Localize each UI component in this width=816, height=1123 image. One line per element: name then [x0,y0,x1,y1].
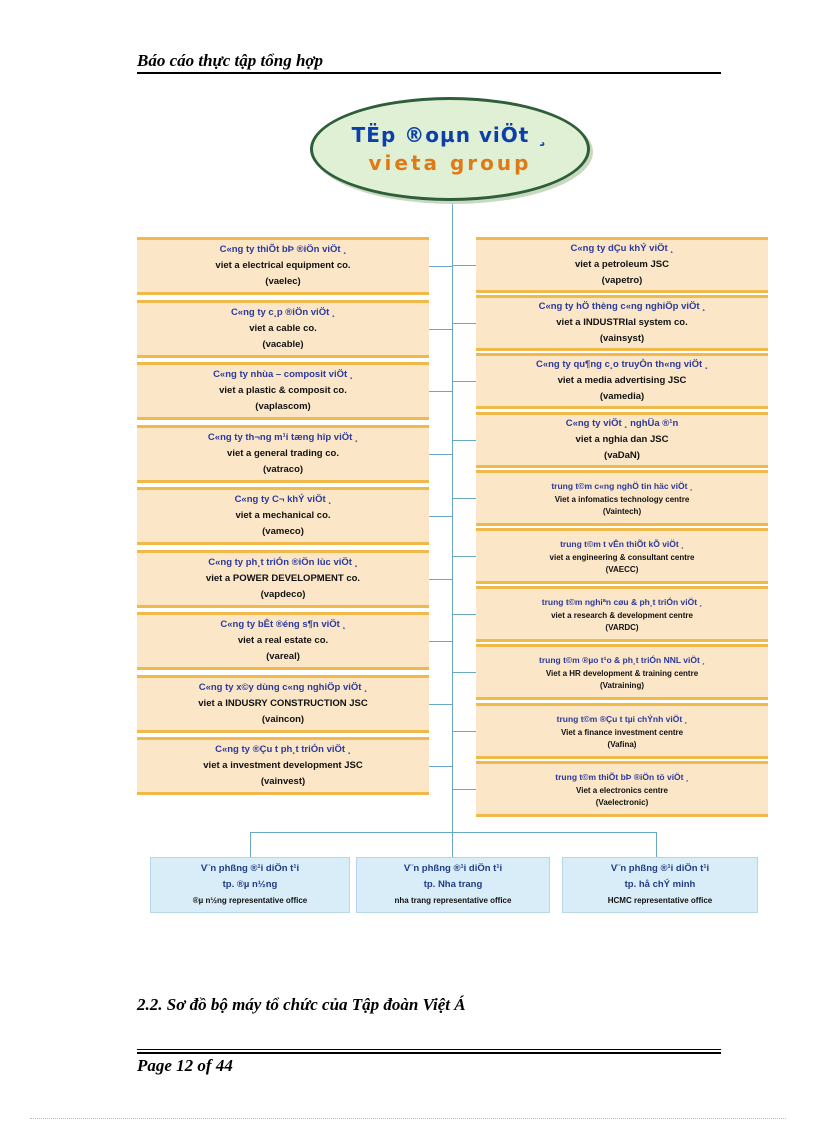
company-name-vn: C«ng ty ph¸t triÓn ®iÖn lùc viÖt ¸ [208,557,358,568]
company-box-left [137,237,429,295]
company-abbr: (vainvest) [260,776,306,787]
company-box-left [137,675,429,733]
branch-line-left [429,454,452,455]
office-label: V¨n phßng ®¹i diÖn t¹i [403,863,503,874]
branch-line-right [452,789,476,790]
company-abbr: (Vaelectronic) [595,798,649,807]
branch-line-right [452,498,476,499]
company-name-en: viet a INDUSTRIal system co. [556,317,688,328]
section-heading: 2.2. Sơ đồ bộ máy tổ chức của Tập đoàn Việt Á [137,995,466,1014]
company-box-left [137,737,429,795]
company-name-en: viet a mechanical co. [235,510,331,521]
company-name-en: viet a electrical equipment co. [215,260,351,271]
company-abbr: (vaincon) [261,714,305,725]
branch-line-left [429,391,452,392]
branch-line-left [429,704,452,705]
company-abbr: (vaplascom) [255,401,311,412]
company-box-right [476,237,768,293]
document-header-title: Báo cáo thực tập tổng hợp [137,51,324,70]
company-box-right [476,761,768,817]
office-label: V¨n phßng ®¹i diÖn t¹i [610,863,710,874]
trunk-line [452,199,453,832]
footer-rule-thick [137,1052,721,1054]
company-name-en: viet a research & development centre [551,611,693,620]
company-name-vn: C«ng ty bÊt ®éng s¶n viÖt ¸ [220,619,346,630]
office-nhatrang [356,857,550,913]
company-name-vn: C«ng ty hÖ thèng c«ng nghiÖp viÖt ¸ [538,301,706,312]
office-danang [150,857,350,913]
company-box-right [476,644,768,700]
company-name-en: viet a media advertising JSC [557,375,687,386]
office-drop-line-3 [656,832,657,857]
footer-rule-thin [137,1049,721,1050]
company-name-vn: trung t©m thiÕt bÞ ®iÖn tö viÖt ¸ [555,772,689,782]
company-name-vn: C«ng ty qu¶ng c¸o truyÒn th«ng viÖt ¸ [535,359,709,370]
company-abbr: (vapetro) [601,275,643,286]
company-name-en: viet a INDUSRY CONSTRUCTION JSC [198,698,368,709]
company-abbr: (Vafina) [607,740,637,749]
company-name-en: Viet a infomatics technology centre [554,495,690,504]
branch-line-left [429,516,452,517]
branch-line-left [429,579,452,580]
company-box-left [137,487,429,545]
company-name-en: viet a plastic & composit co. [219,385,347,396]
branch-line-left [429,766,452,767]
branch-line-right [452,731,476,732]
company-name-vn: C«ng ty viÖt ¸ nghÜa ®¹n [565,418,679,429]
company-box-right [476,295,768,351]
office-english: nha trang representative office [394,896,512,905]
company-name-vn: trung t©m ®µo t¹o & ph¸t triÓn NNL viÖt ¸ [539,655,705,665]
company-abbr: (vamedia) [599,391,645,402]
company-name-en: viet a nghia dan JSC [575,434,669,445]
company-abbr: (VARDC) [605,623,639,632]
branch-line-right [452,381,476,382]
company-name-vn: C«ng ty c¸p ®iÖn viÖt ¸ [230,307,336,318]
branch-line-left [429,266,452,267]
company-name-en: Viet a HR development & training centre [545,669,699,678]
group-root-node [310,97,590,201]
company-abbr: (vaelec) [265,276,301,287]
branch-line-right [452,672,476,673]
branch-line-right [452,614,476,615]
company-name-vn: trung t©m t vÊn thiÕt kÕ viÖt ¸ [560,539,684,549]
office-bus-line [250,832,656,833]
company-abbr: (vameco) [262,526,304,537]
company-abbr: (vatraco) [262,464,304,475]
company-name-en: viet a POWER DEVELOPMENT co. [205,573,361,584]
company-name-vn: C«ng ty nhùa – composit viÖt ¸ [213,369,353,380]
company-name-vn: trung t©m c«ng nghÖ tin häc viÖt ¸ [551,481,693,491]
company-name-vn: C«ng ty ®Çu t ph¸t triÓn viÖt ¸ [215,744,351,755]
company-abbr: (vaDaN) [604,450,640,461]
company-box-right [476,470,768,526]
company-name-en: viet a general trading co. [227,448,339,459]
company-box-right [476,528,768,584]
branch-line-right [452,556,476,557]
company-box-right [476,353,768,409]
company-abbr: (vacable) [262,339,304,350]
company-name-vn: C«ng ty C¬ khÝ viÖt ¸ [234,494,332,505]
company-name-en: viet a petroleum JSC [575,259,669,270]
company-abbr: (vapdeco) [260,589,306,600]
branch-line-left [429,641,452,642]
company-box-left [137,425,429,483]
company-box-left [137,550,429,608]
company-abbr: (VAECC) [605,565,639,574]
company-name-en: viet a real estate co. [237,635,329,646]
company-abbr: (Vaintech) [602,507,642,516]
office-city: tp. ®µ n½ng [222,879,278,890]
page-number: Page 12 of 44 [137,1056,233,1075]
company-name-en: viet a cable co. [249,323,317,334]
office-label: V¨n phßng ®¹i diÖn t¹i [200,863,300,874]
company-name-vn: trung t©m nghiªn cøu & ph¸t triÓn viÖt ¸ [541,597,703,607]
company-abbr: (Vatraining) [599,681,644,690]
company-name-vn: trung t©m ®Çu t tµi chÝnh viÖt ¸ [556,714,688,724]
office-english: HCMC representative office [607,896,713,905]
company-name-en: Viet a finance investment centre [560,728,684,737]
company-name-en: viet a investment development JSC [203,760,363,771]
company-box-right [476,586,768,642]
office-city: tp. hå chÝ minh [624,879,696,890]
office-english: ®µ n½ng representative office [192,896,308,905]
group-name-vn: TËp ®oµn viÖt ¸ [351,123,549,147]
company-box-right [476,412,768,468]
branch-line-right [452,323,476,324]
branch-line-left [429,329,452,330]
company-box-left [137,612,429,670]
company-box-left [137,362,429,420]
branch-line-right [452,440,476,441]
company-name-en: Viet a electronics centre [576,786,668,795]
company-name-vn: C«ng ty dÇu khÝ viÖt ¸ [570,243,674,254]
company-name-en: viet a engineering & consultant centre [549,553,695,562]
branch-line-right [452,265,476,266]
company-box-left [137,300,429,358]
company-name-vn: C«ng ty x©y dùng c«ng nghiÖp viÖt ¸ [198,682,368,693]
page-bottom-dotted-rule [30,1118,786,1119]
group-name-en: vieta group [368,151,532,175]
office-city: tp. Nha trang [423,879,483,890]
company-abbr: (vareal) [266,651,300,662]
company-box-right [476,703,768,759]
office-drop-line-2 [452,832,453,857]
company-name-vn: C«ng ty thiÕt bÞ ®iÖn viÖt ¸ [219,244,347,255]
office-drop-line-1 [250,832,251,857]
company-abbr: (vainsyst) [599,333,645,344]
office-hcmc [562,857,758,913]
company-name-vn: C«ng ty th¬ng m¹i tæng hîp viÖt ¸ [207,432,359,443]
